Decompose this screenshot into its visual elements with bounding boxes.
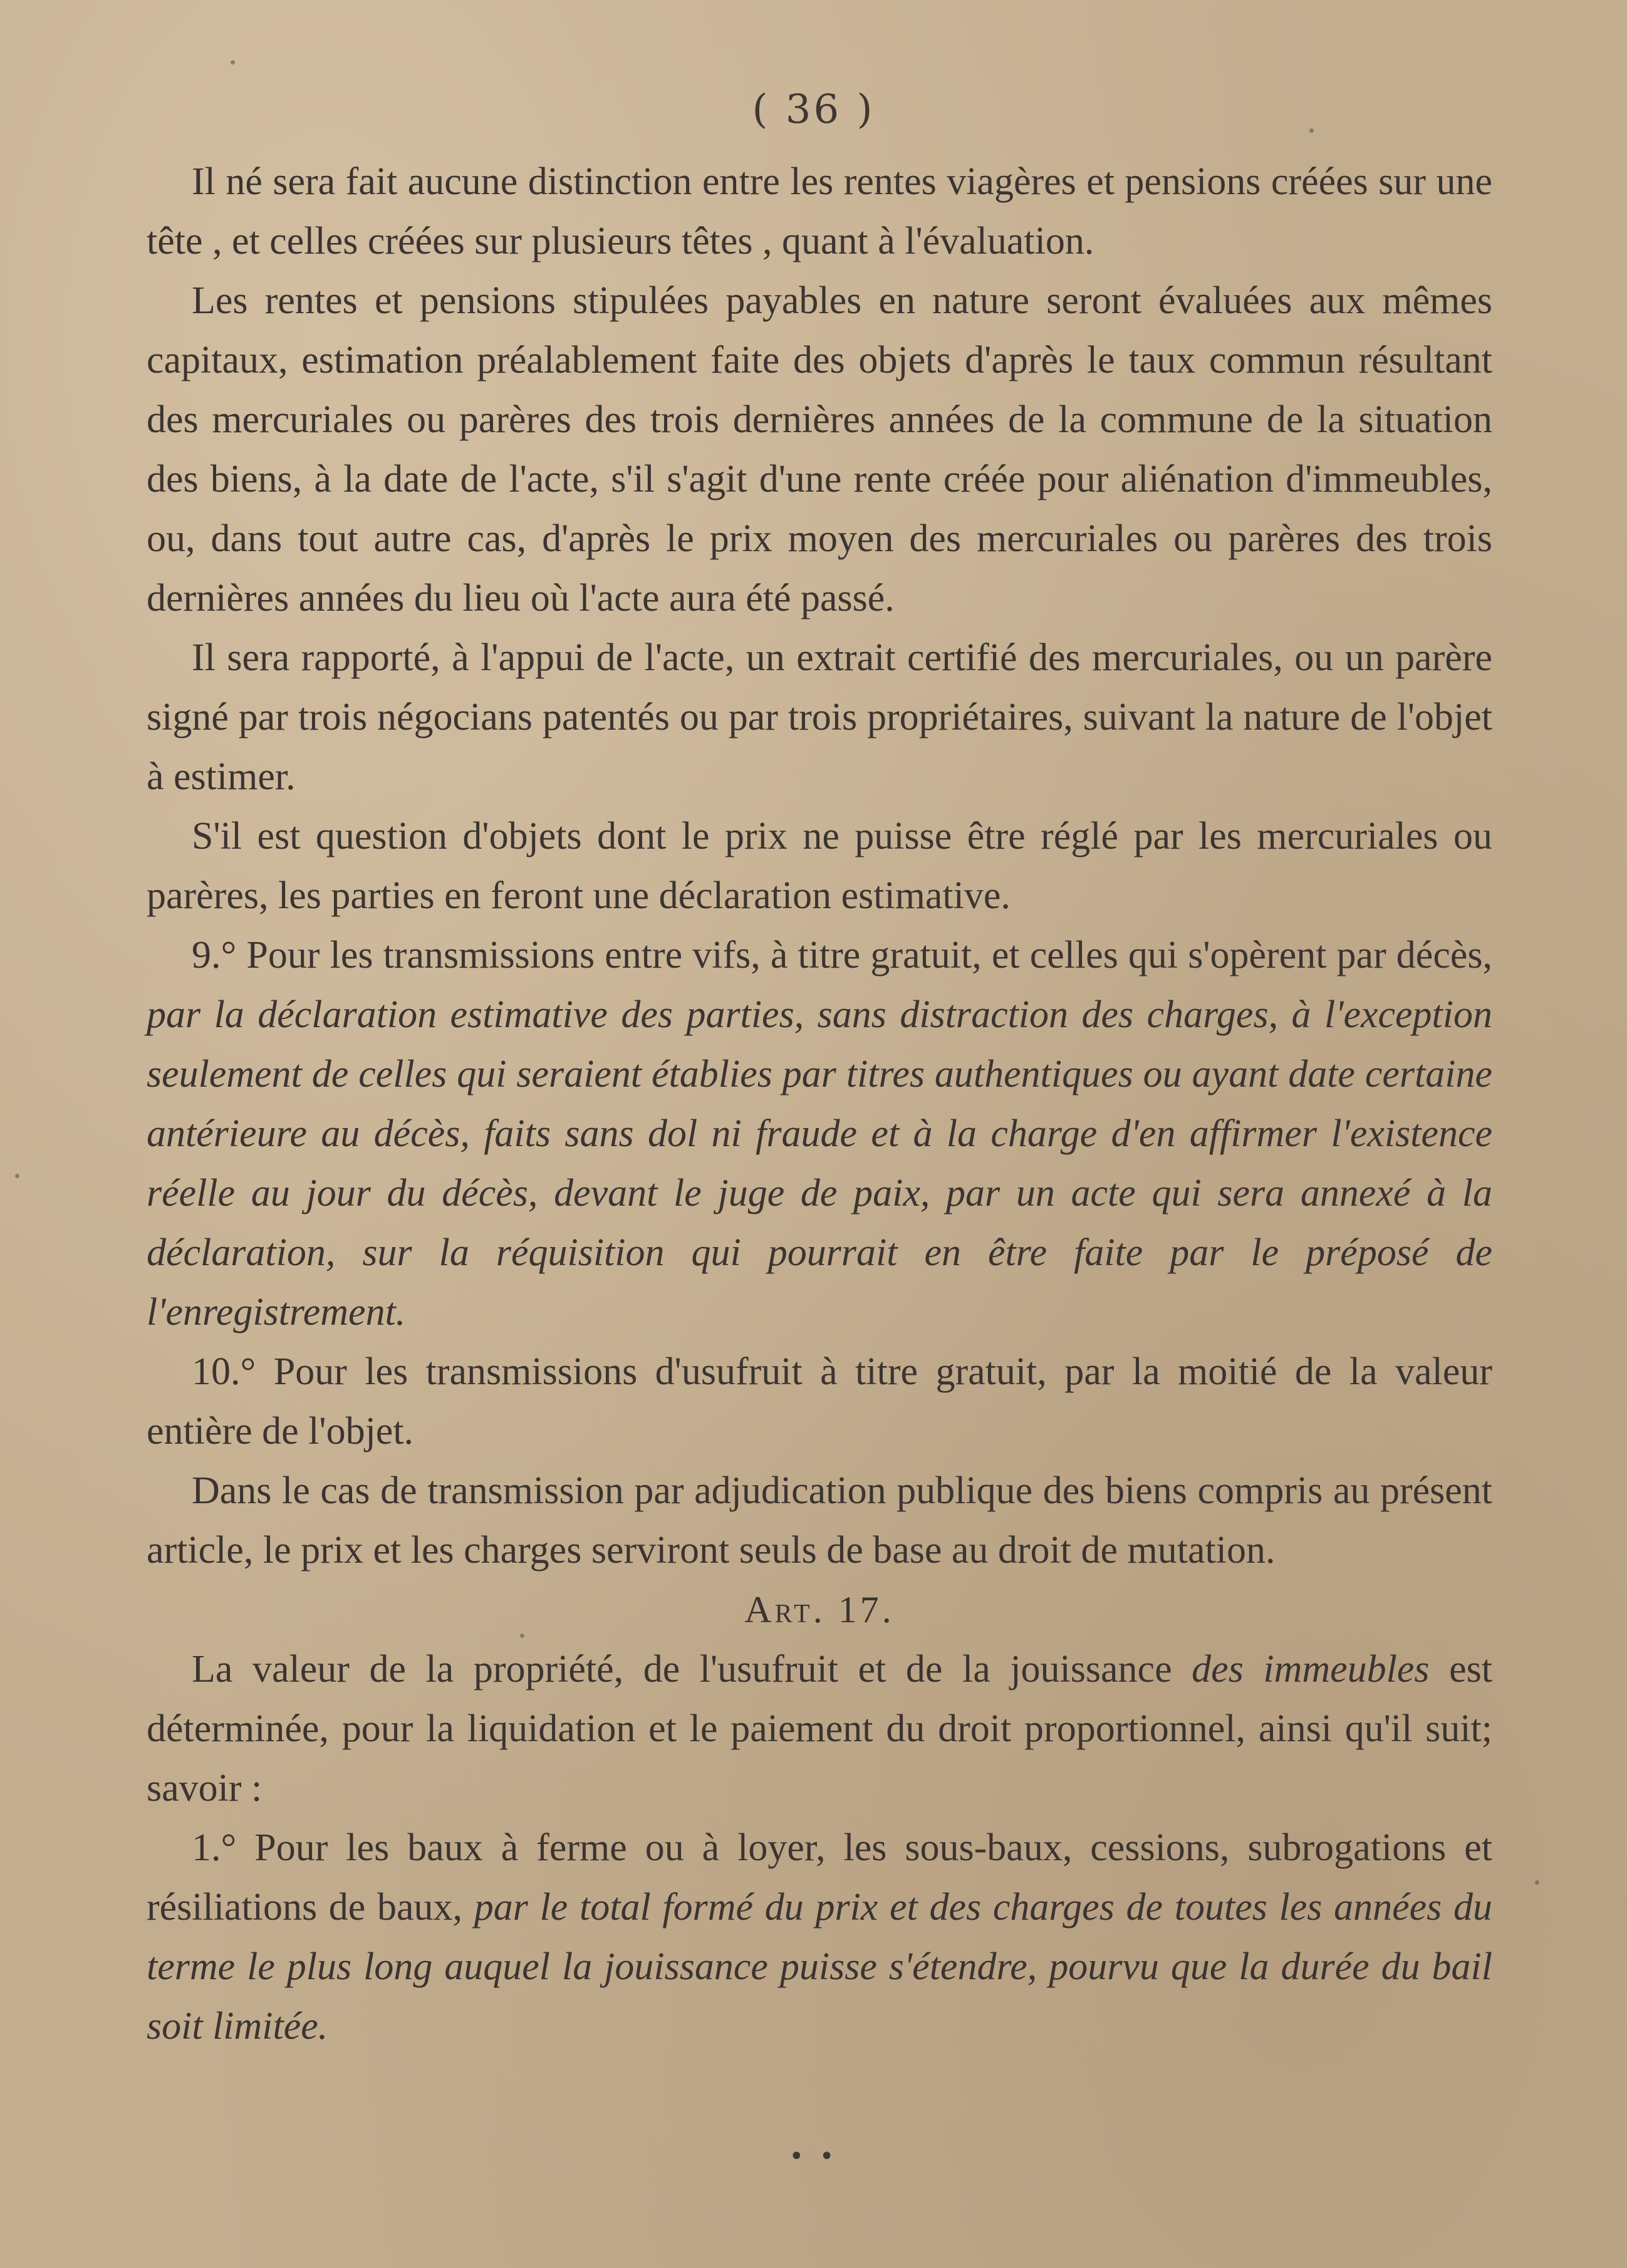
item-9-italic: par la déclaration estimative des parties, sans distraction des charges, à l'exception seulement de celles qui seraient établies par titres authentiques ou ayant date certaine antérieure au décès, faits sans dol ni fraude et à la charge d'en affirmer l'existence réelle au jour du décès, devant le juge de paix, par un acte qui sera annexé à la déclaration, sur la réquisition qui pourrait en être faite par le préposé de l'enregistrement. [147,993,1492,1333]
article-17-intro-italic: des immeubles [1192,1648,1430,1691]
item-10: 10.° Pour les transmissions d'usufruit à titre gratuit, par la moitié de la valeur entière de l'objet. [147,1350,1492,1452]
item-1 [147,1818,1492,2056]
article-17-intro-suffix: est déterminée, pour la liquidation et le paiement du droit proportionnel, ainsi qu'il suit; savoir : [147,1648,1493,1810]
paper-speck [1309,128,1314,133]
paragraph-payable-in-kind: Les rentes et pensions stipulées payables en nature seront évaluées aux mêmes capitaux, estimation préalablement faite des objets d'après le taux commun résultant des mercuriales ou parères des trois dernières années de la commune de la situation des biens, à la date de l'acte, s'il s'agit d'une rente créée pour aliénation d'immeubles, ou, dans tout autre cas, d'après le prix moyen des mercuriales ou parères des trois dernières années du lieu où l'acte aura été passé. [147,279,1492,619]
footer-signature-mark: • • [789,2142,838,2171]
article-number: 17. [838,1589,895,1630]
paper-speck [231,60,235,65]
paper-speck [15,1174,19,1178]
item-9-prefix: 9.° Pour les transmissions entre vifs, à titre gratuit, et celles qui s'opèrent par décès, [192,934,1492,976]
paper-speck [1535,1880,1539,1885]
paper-speck [520,1634,524,1638]
paragraph-estimative-declaration: S'il est question d'objets dont le prix ne puisse être réglé par les mercuriales ou parères, les parties en feront une déclaration estimative. [147,815,1492,917]
paragraph-adjudication: Dans le cas de transmission par adjudication publique des biens compris au présent article, le prix et les charges serviront seuls de base au droit de mutation. [147,1469,1492,1572]
item-1-prefix: 1.° Pour les baux à ferme ou à loyer, les sous-baux, cessions, subrogations et résiliations de baux, [147,1826,1492,1929]
page-number: ( 36 ) [752,86,875,133]
article-label: Art. [744,1589,826,1630]
paragraph-certified-extract: Il sera rapporté, à l'appui de l'acte, un extrait certifié des mercuriales, ou un parère signé par trois négocians patentés ou par trois propriétaires, suivant la nature de l'objet à estimer. [147,636,1492,798]
item-9 [147,926,1492,1342]
item-1-italic: par le total formé du prix et des charges de toutes les années du terme le plus long auquel la jouissance puisse s'étendre, pourvu que la durée du bail soit limitée. [147,1886,1493,2048]
article-17-intro-prefix: La valeur de la propriété, de l'usufruit et de la jouissance [192,1648,1192,1691]
article-heading [147,1580,1492,1640]
body-text [147,152,1492,2056]
article-17-intro [147,1640,1492,1818]
paragraph-life-annuities: Il né sera fait aucune distinction entre les rentes viagères et pensions créées sur une tête , et celles créées sur plusieurs têtes , quant à l'évaluation. [147,160,1492,262]
